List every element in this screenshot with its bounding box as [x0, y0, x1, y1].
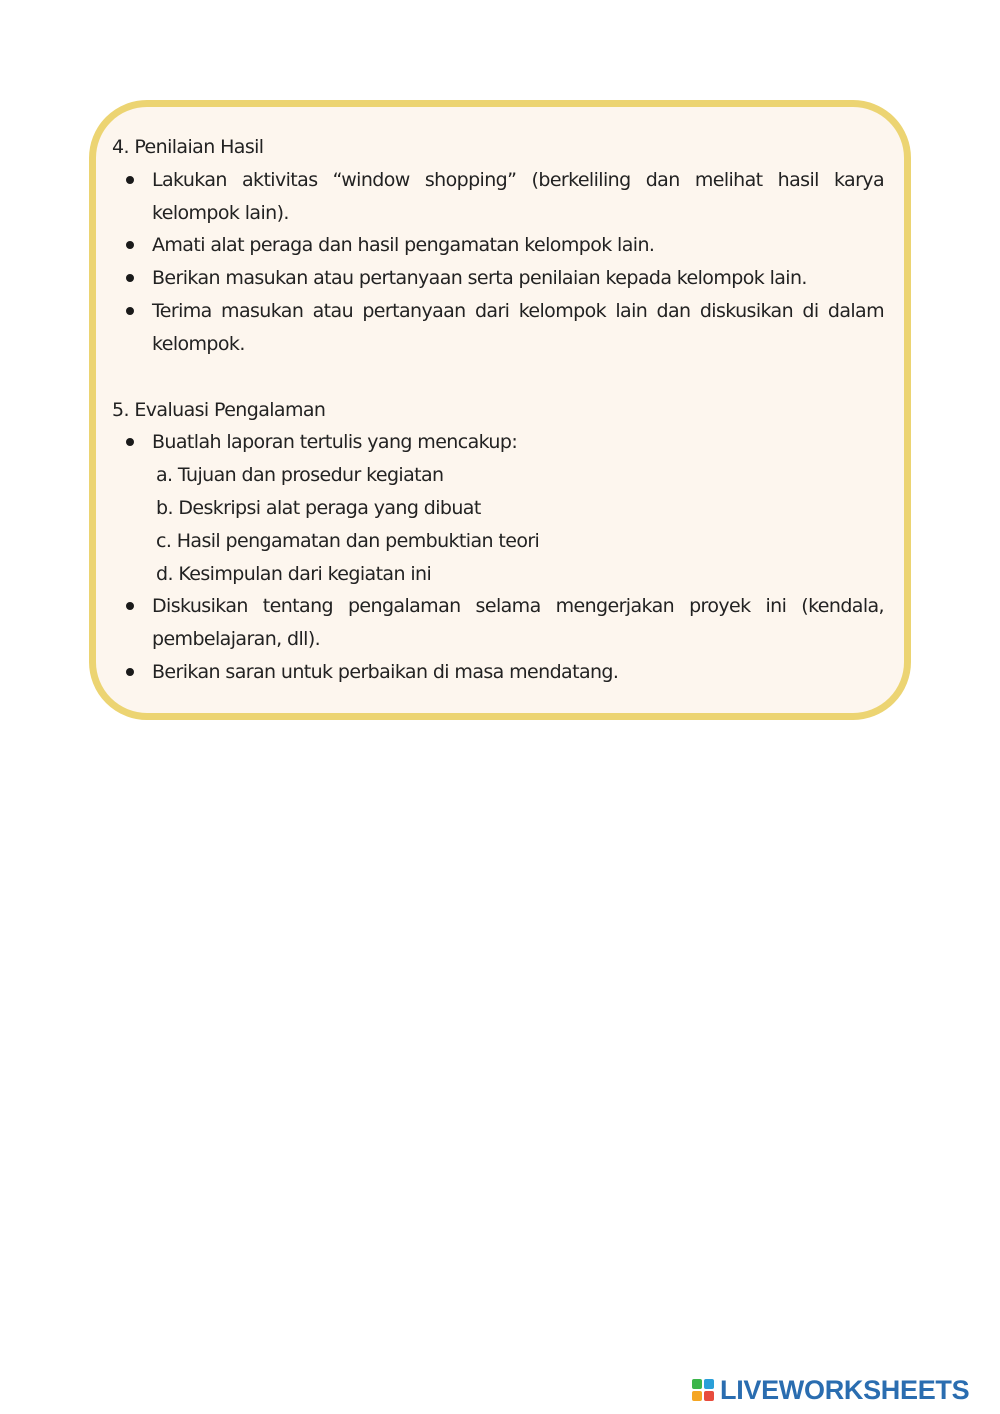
section-4-list [112, 164, 884, 361]
list-item-report [112, 426, 884, 590]
section-5-title: 5. Evaluasi Pengalaman [112, 398, 326, 421]
list-item: Diskusikan tentang pengalaman selama mengerjakan proyek ini (kendala, pembelajaran, dll). [112, 590, 884, 656]
instruction-content [112, 131, 884, 689]
list-item: Terima masukan atau pertanyaan dari kelompok lain dan diskusikan di dalam kelompok. [112, 295, 884, 361]
section-spacer [112, 361, 884, 394]
section-5-list [112, 426, 884, 688]
logo-text: LIVEWORKSHEETS [720, 1374, 970, 1405]
list-item: Amati alat peraga dan hasil pengamatan kelompok lain. [112, 229, 884, 262]
sub-item: c. Hasil pengamatan dan pembuktian teori [156, 529, 540, 552]
logo-square [692, 1379, 702, 1389]
report-subitems [152, 459, 884, 590]
report-label: Buatlah laporan tertulis yang mencakup: [152, 431, 518, 454]
list-item: Berikan masukan atau pertanyaan serta penilaian kepada kelompok lain. [112, 262, 884, 295]
sub-item: d. Kesimpulan dari kegiatan ini [156, 562, 432, 585]
list-item: Berikan saran untuk perbaikan di masa mendatang. [112, 656, 884, 689]
logo-square [704, 1391, 714, 1401]
logo-square [692, 1391, 702, 1401]
sub-item: b. Deskripsi alat peraga yang dibuat [156, 496, 481, 519]
liveworksheets-logo-icon [692, 1379, 714, 1401]
section-4-title: 4. Penilaian Hasil [112, 136, 264, 158]
logo-square [704, 1379, 714, 1389]
liveworksheets-logo [692, 1376, 969, 1404]
sub-item: a. Tujuan dan prosedur kegiatan [156, 464, 444, 487]
list-item: Lakukan aktivitas “window shopping” (berkeliling dan melihat hasil karya kelompok lain). [112, 164, 884, 230]
